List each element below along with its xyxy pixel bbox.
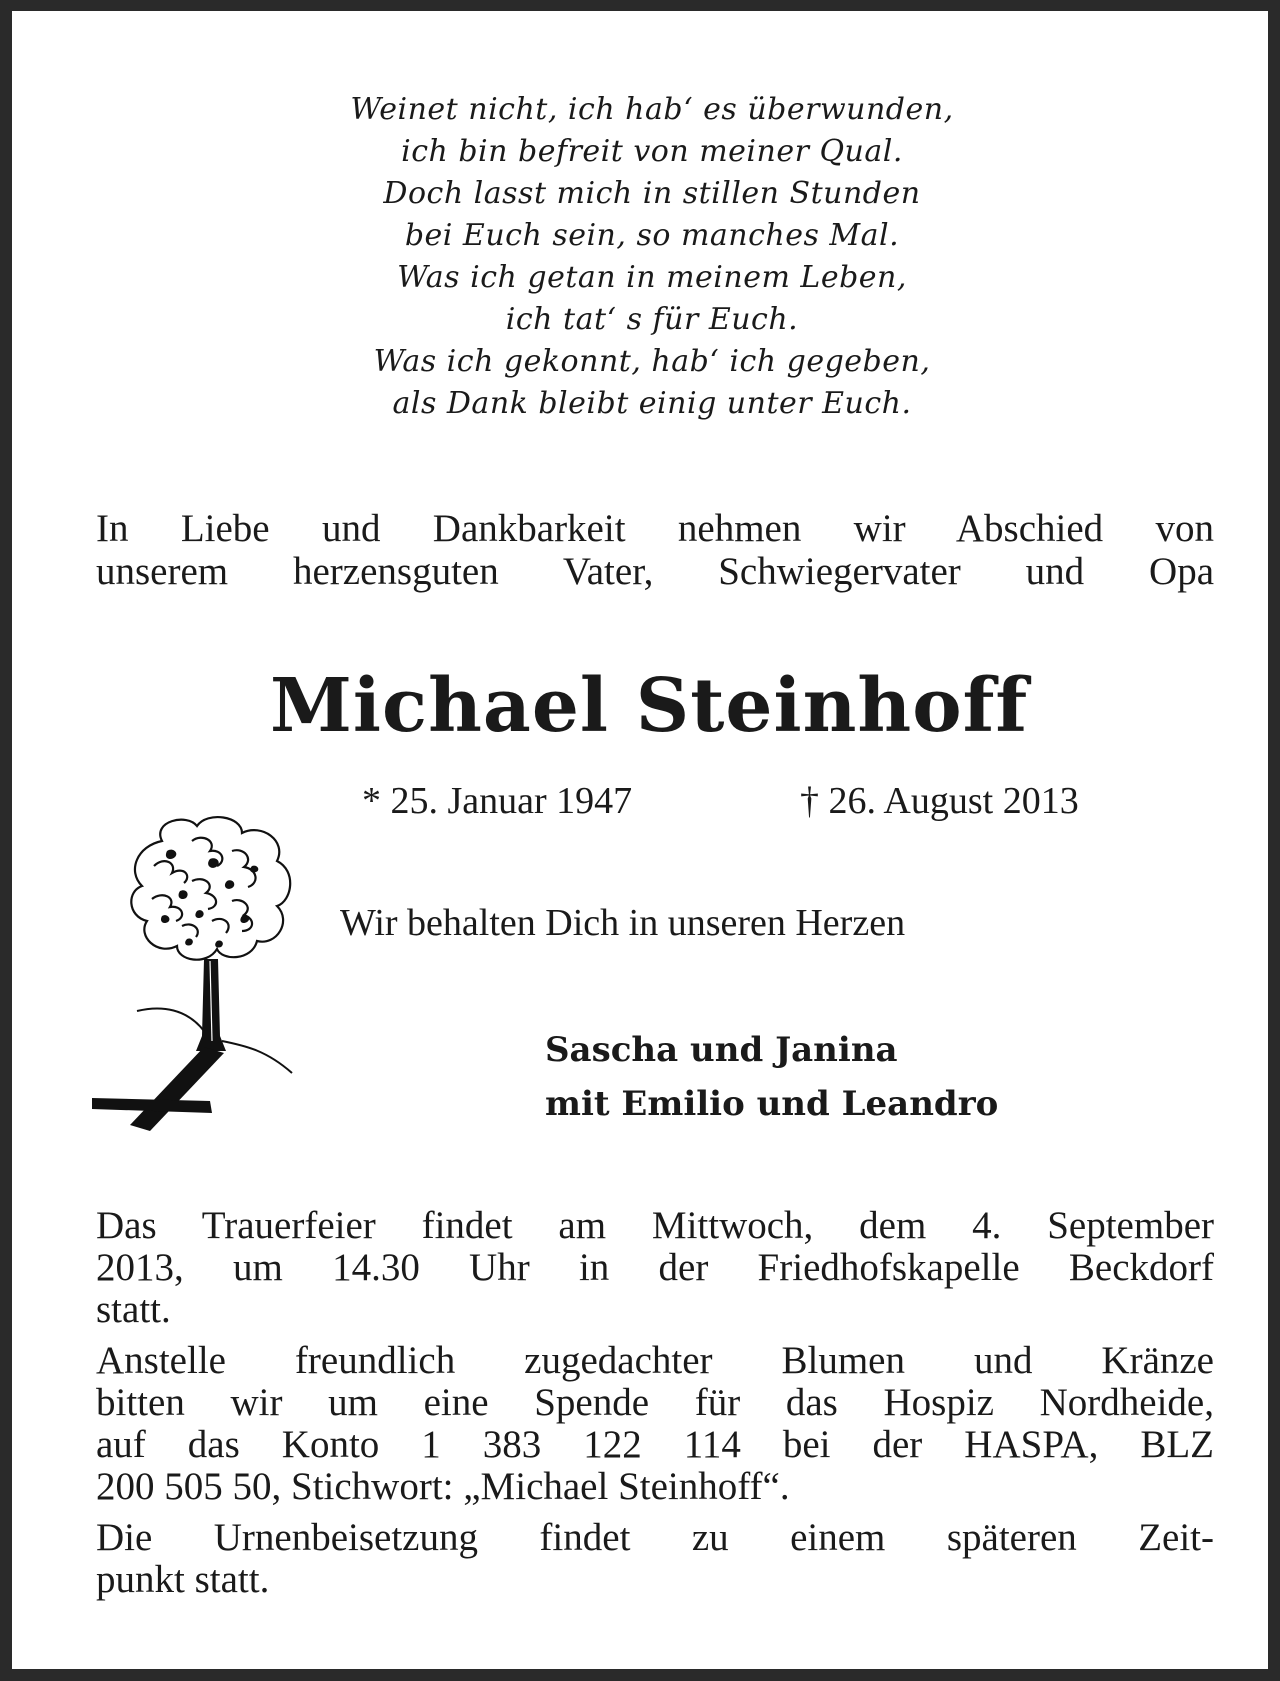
poem-line: Was ich gekonnt, hab‘ ich gegeben, xyxy=(373,344,931,379)
family-line: Sascha und Janina xyxy=(545,1030,898,1070)
funeral-line: statt. xyxy=(96,1288,171,1331)
family-signature xyxy=(545,1023,998,1131)
urn-paragraph xyxy=(96,1517,1214,1601)
donation-line: auf das Konto 1 383 122 114 bei der HASPA, BLZ xyxy=(96,1423,1214,1466)
poem-line: bei Euch sein, so manches Mal. xyxy=(404,218,900,253)
birth-date: * 25. Januar 1947 xyxy=(362,780,633,822)
intro-line: unserem herzensguten Vater, Schwiegervater und Opa xyxy=(96,550,1214,593)
donation-paragraph xyxy=(96,1340,1214,1508)
poem-line: Was ich getan in meinem Leben, xyxy=(397,260,907,295)
poem xyxy=(12,89,1280,425)
funeral-line: 2013, um 14.30 Uhr in der Friedhofskapelle Beckdorf xyxy=(96,1246,1214,1289)
poem-line: Weinet nicht, ich hab‘ es überwunden, xyxy=(350,92,954,127)
tree-with-cross-icon xyxy=(92,811,307,1136)
family-line: mit Emilio und Leandro xyxy=(545,1084,999,1124)
urn-line: punkt statt. xyxy=(96,1558,270,1601)
donation-line: bitten wir um eine Spende für das Hospiz Nordheide, xyxy=(96,1381,1214,1424)
poem-line: Doch lasst mich in stillen Stunden xyxy=(383,176,921,211)
donation-line: 200 505 50, Stichwort: „Michael Steinhoff“. xyxy=(96,1465,790,1508)
intro-line: In Liebe und Dankbarkeit nehmen wir Abschied von xyxy=(96,507,1214,550)
deceased-name: Michael Steinhoff xyxy=(270,663,1029,749)
death-date: † 26. August 2013 xyxy=(800,780,1079,822)
funeral-paragraph xyxy=(96,1205,1214,1331)
poem-line: ich tat‘ s für Euch. xyxy=(505,302,799,337)
intro-text xyxy=(96,507,1214,593)
motto: Wir behalten Dich in unseren Herzen xyxy=(340,902,906,944)
urn-line: Die Urnenbeisetzung findet zu einem späteren Zeit- xyxy=(96,1516,1214,1559)
poem-line: ich bin befreit von meiner Qual. xyxy=(401,134,903,169)
funeral-line: Das Trauerfeier findet am Mittwoch, dem 4. September xyxy=(96,1204,1214,1247)
donation-line: Anstelle freundlich zugedachter Blumen und Kränze xyxy=(96,1339,1214,1382)
poem-line: als Dank bleibt einig unter Euch. xyxy=(392,386,912,421)
